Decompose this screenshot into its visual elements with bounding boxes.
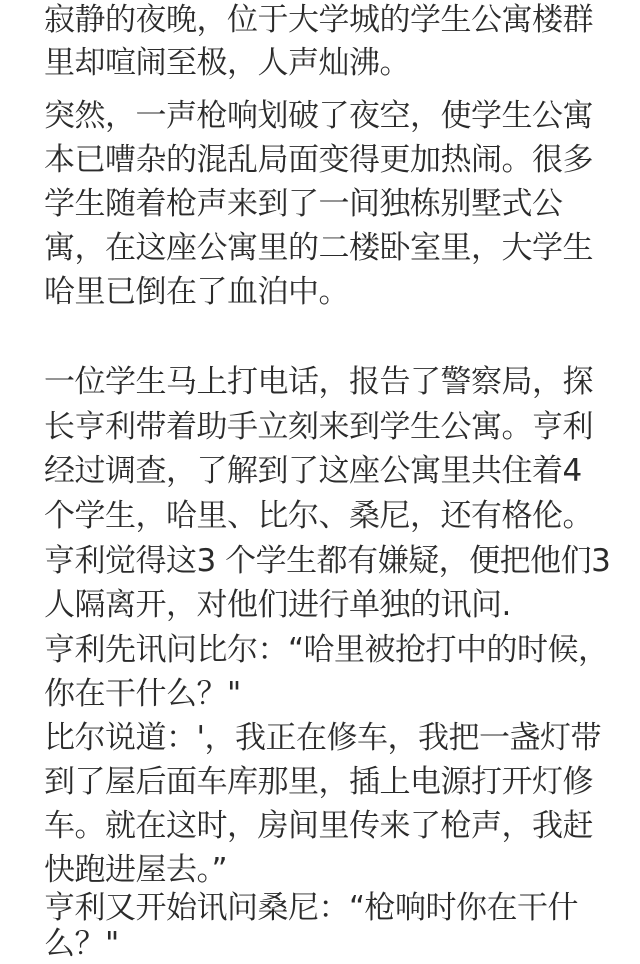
article-line: 人隔离开，对他们进行单独的讯问. <box>44 587 511 623</box>
article-line: 比尔说道：'，我正在修车，我把一盏灯带 <box>44 720 602 756</box>
article-line: 里却喧闹至极，人声灿沸。 <box>44 45 410 81</box>
article-line: 寓，在这座公寓里的二楼卧室里，大学生 <box>44 230 593 266</box>
article-line: 本已嘈杂的混乱局面变得更加热闹。很多 <box>44 142 593 178</box>
article-line: 么？" <box>44 926 119 962</box>
article-line: 长亨利带着助手立刻来到学生公寓。亨利 <box>44 409 593 445</box>
article-line: 一位学生马上打电话，报告了警察局，探 <box>44 364 593 400</box>
article-line: 哈里已倒在了血泊中。 <box>44 274 349 310</box>
article-line: 寂静的夜晚，位于大学城的学生公寓楼群 <box>44 2 593 38</box>
article-line: 到了屋后面车库那里，插上电源打开灯修 <box>44 764 593 800</box>
article-line: 个学生，哈里、比尔、桑尼，还有格伦。 <box>44 498 593 534</box>
article-line: 学生随着枪声来到了一间独栋别墅式公 <box>44 186 563 222</box>
article-line: 亨利先讯问比尔：“哈里被抢打中的时候， <box>44 632 609 668</box>
article-line: 突然，一声枪响划破了夜空，使学生公寓 <box>44 98 593 134</box>
article-line: 车。就在这时，房间里传来了枪声，我赶 <box>44 808 593 844</box>
article-line: 亨利觉得这3 个学生都有嫌疑，便把他们3 <box>44 543 611 579</box>
article-line: 快跑进屋去。” <box>44 852 228 888</box>
article-line: 你在干什么？" <box>44 676 241 712</box>
article-line: 亨利又开始讯问桑尼：“枪响时你在干什 <box>44 890 579 926</box>
article-line: 经过调查，了解到了这座公寓里共住着4 <box>44 453 582 489</box>
